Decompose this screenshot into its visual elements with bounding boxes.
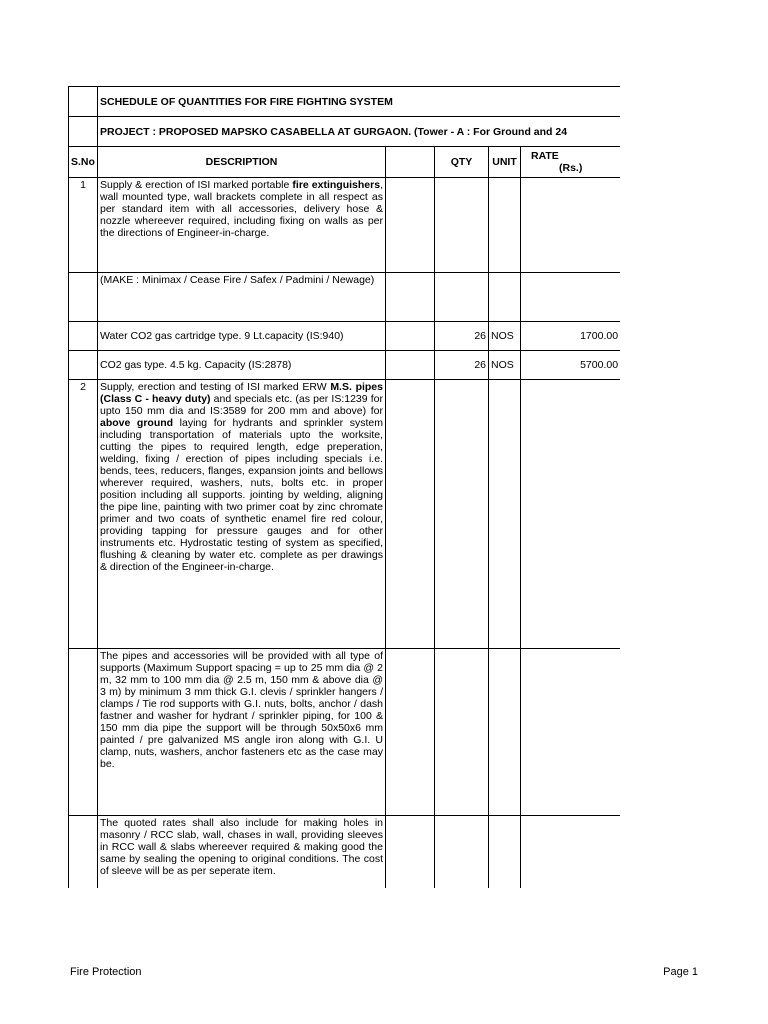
empty-cell <box>386 351 435 380</box>
item-desc-bold: fire extinguishers <box>292 179 381 191</box>
schedule-table <box>68 86 620 888</box>
sub-item-row <box>69 322 621 351</box>
item-sno: 1 <box>69 178 98 273</box>
item-desc-bold: M.S. pipes (Class C - heavy duty) <box>100 381 383 405</box>
empty-cell <box>386 380 435 649</box>
sno-cell <box>69 273 98 322</box>
empty-cell <box>386 649 435 816</box>
sheet-title: SCHEDULE OF QUANTITIES FOR FIRE FIGHTING SYSTEM <box>98 87 621 117</box>
footer-page-number: Page 1 <box>663 966 698 978</box>
header-description: DESCRIPTION <box>98 147 386 178</box>
unit-cell <box>489 273 521 322</box>
unit-cell <box>489 816 521 889</box>
qty-value: 26 <box>435 322 489 351</box>
header-qty: QTY <box>435 147 489 178</box>
qty-cell <box>435 649 489 816</box>
header-rate-label: RATE <box>531 150 559 162</box>
project-sno-cell <box>69 117 98 147</box>
item-desc-text: , wall mounted type, wall brackets complete in all respect as per standard item with all accessories, delivery hose & nozzle whereever required, including fixing on walls as per the directions of Engineer-in-charge. <box>100 179 383 239</box>
title-sno-cell <box>69 87 98 117</box>
header-rate <box>521 147 621 178</box>
item-desc-text: Supply & erection of ISI marked portable <box>100 179 293 191</box>
unit-value: NOS <box>489 351 521 380</box>
item-desc-text: Supply, erection and testing of ISI marked ERW <box>100 381 331 393</box>
empty-cell <box>386 816 435 889</box>
qty-cell <box>435 273 489 322</box>
rate-value: 1700.00 <box>521 322 621 351</box>
header-blank <box>386 147 435 178</box>
item-sno: 2 <box>69 380 98 649</box>
boq-sheet <box>68 86 620 888</box>
unit-cell <box>489 380 521 649</box>
item-desc-text: laying for hydrants and sprinkler system including transportation of materials upto the worksite, cutting the pipes to required length, edge preperation, welding, fixing / erection of pipes including specials i.e. bends, tees, reducers, flanges, expansion joints and bellows wherever required, washers, nuts, bolts etc. in proper position including all supports. jointing by welding, aligning the pipe line, painting with two primer coat by zinc chromate primer and two coats of synthetic enamel fire red colour, providing tapping for pressure gauges and for other instruments etc. Hydrostatic testing of system as specified, flushing & cleaning by water etc. complete as per drawings & direction of the Engineer-in-charge. <box>100 417 383 573</box>
unit-value: NOS <box>489 322 521 351</box>
make-list: (MAKE : Minimax / Cease Fire / Safex / Padmini / Newage) <box>98 273 386 322</box>
item-supports-row <box>69 649 621 816</box>
rate-value: 5700.00 <box>521 351 621 380</box>
rate-cell <box>521 273 621 322</box>
sno-cell <box>69 351 98 380</box>
item-row <box>69 380 621 649</box>
item-desc-text: and specials etc. (as per IS:1239 for upto 150 mm dia and IS:3589 for 200 mm and above) for <box>100 393 383 417</box>
sno-cell <box>69 816 98 889</box>
footer-sheet-name: Fire Protection <box>70 966 142 978</box>
item-desc-bold: above ground <box>100 417 174 429</box>
unit-cell <box>489 649 521 816</box>
sub-item-row <box>69 351 621 380</box>
qty-cell <box>435 178 489 273</box>
item-row <box>69 178 621 273</box>
rate-cell <box>521 178 621 273</box>
sno-cell <box>69 322 98 351</box>
qty-cell <box>435 380 489 649</box>
item-make-row <box>69 273 621 322</box>
rate-cell <box>521 816 621 889</box>
qty-value: 26 <box>435 351 489 380</box>
header-rate-unit: (Rs.) <box>559 162 583 174</box>
qty-cell <box>435 816 489 889</box>
rate-cell <box>521 380 621 649</box>
item-description <box>98 178 386 273</box>
header-row <box>69 147 621 178</box>
empty-cell <box>386 273 435 322</box>
item-holes-row <box>69 816 621 889</box>
sub-item-description: CO2 gas type. 4.5 kg. Capacity (IS:2878) <box>98 351 386 380</box>
sno-cell <box>69 649 98 816</box>
unit-cell <box>489 178 521 273</box>
supports-description: The pipes and accessories will be provided with all type of supports (Maximum Support spacing = up to 25 mm dia @ 2 m, 32 mm to 100 mm dia @ 2.5 m, 150 mm & above dia @ 3 m) by minimum 3 mm thick G.I. clevis / sprinkler hangers / clamps / Tie rod supports with G.I. nuts, bolts, anchor / dash fastner and washer for hydrant / sprinkler piping, for 100 & 150 mm dia pipe the support will be through 50x50x6 mm painted / pre galvanized MS angle iron along with G.I. U clamp, nuts, washers, anchor fasteners etc as the case may be. <box>98 649 386 816</box>
project-title: PROJECT : PROPOSED MAPSKO CASABELLA AT GURGAON. (Tower - A : For Ground and 24 <box>98 117 621 147</box>
item-description <box>98 380 386 649</box>
holes-description: The quoted rates shall also include for making holes in masonry / RCC slab, wall, chases in wall, providing sleeves in RCC wall & slabs whereever required & making good the same by sealing the opening to original conditions. The cost of sleeve will be as per seperate item. <box>98 816 386 889</box>
empty-cell <box>386 322 435 351</box>
empty-cell <box>386 178 435 273</box>
rate-cell <box>521 649 621 816</box>
header-sno: S.No <box>69 147 98 178</box>
project-row <box>69 117 621 147</box>
title-row <box>69 87 621 117</box>
sub-item-description: Water CO2 gas cartridge type. 9 Lt.capacity (IS:940) <box>98 322 386 351</box>
header-unit: UNIT <box>489 147 521 178</box>
